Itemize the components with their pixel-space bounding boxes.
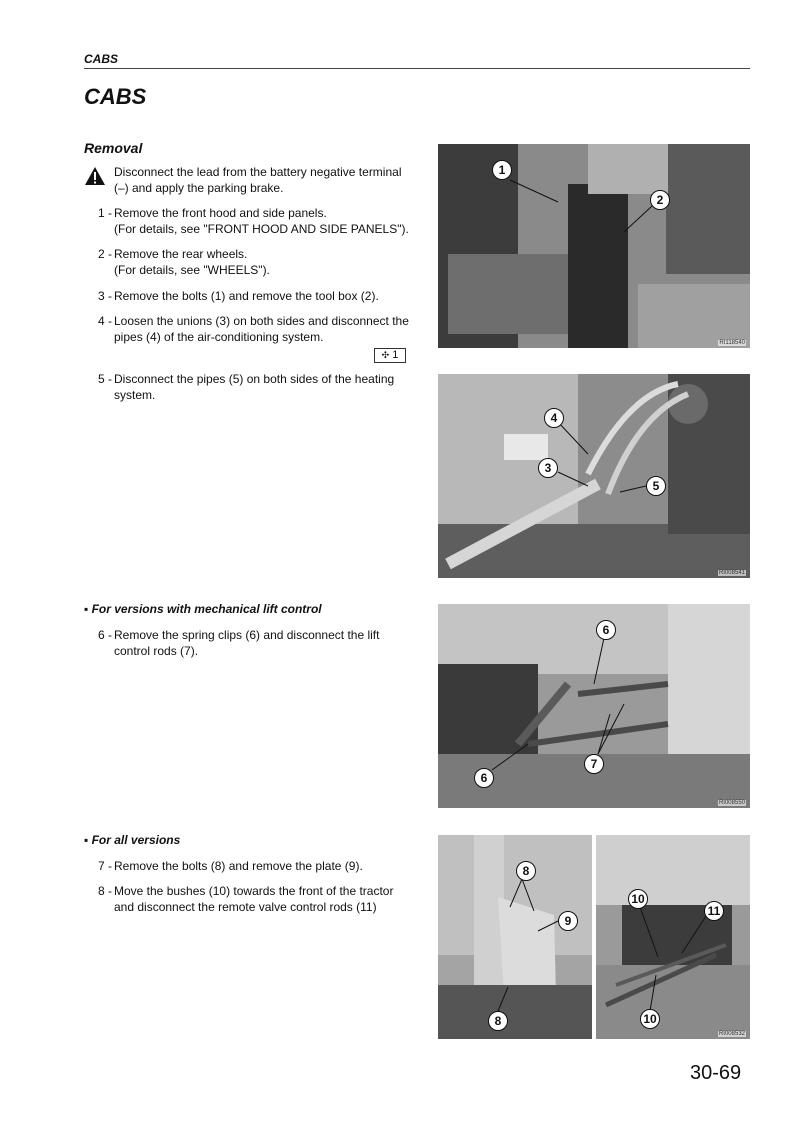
step-subtext: (For details, see "FRONT HOOD AND SIDE PANELS").: [114, 222, 409, 236]
running-head: CABS: [84, 52, 119, 66]
step-text: Remove the front hood and side panels.: [114, 206, 327, 220]
photo-plate-removal: [438, 835, 592, 1039]
callout-6: 6: [474, 768, 494, 788]
callout-3: 3: [538, 458, 558, 478]
callout-10: 10: [628, 889, 648, 909]
step-number: 3 -: [97, 289, 112, 303]
cross-reference-icon: ✣: [381, 350, 390, 360]
photo-illustration: [596, 835, 750, 1039]
step-number: 5 -: [97, 372, 112, 386]
condition-text: For versions with mechanical lift control: [91, 602, 322, 616]
step-text: Remove the bolts (1) and remove the tool box (2).: [114, 289, 379, 303]
photo-illustration: [438, 835, 592, 1039]
callout-1: 1: [492, 160, 512, 180]
step-text: Remove the spring clips (6) and disconnect the lift control rods (7).: [114, 628, 380, 658]
step-number: 6 -: [97, 628, 112, 642]
photo-code: RI118540: [719, 340, 745, 346]
callout-6: 6: [596, 620, 616, 640]
callout-8: 8: [516, 861, 536, 881]
page-number: 30-69: [690, 1062, 742, 1084]
callout-11: 11: [704, 901, 724, 921]
warning-text: Disconnect the lead from the battery negative terminal (–) and apply the parking brake.: [114, 165, 402, 195]
photo-toolbox-removal: [438, 144, 750, 348]
callout-9: 9: [558, 911, 578, 931]
callout-8: 8: [488, 1011, 508, 1031]
page-title: CABS: [84, 84, 147, 109]
step-number: 8 -: [97, 884, 112, 898]
photo-lift-control-rods: [438, 604, 750, 808]
step-number: 2 -: [97, 247, 112, 261]
header-rule: [84, 68, 750, 69]
condition-text: For all versions: [91, 833, 181, 847]
photo-pipe-unions: [438, 374, 750, 578]
step-text: Move the bushes (10) towards the front of the tractor and disconnect the remote valve control rods (11): [114, 884, 394, 914]
section-title-removal: Removal: [84, 140, 143, 156]
callout-4: 4: [544, 408, 564, 428]
cross-reference-box: [374, 348, 406, 363]
step-number: 1 -: [97, 206, 112, 220]
callout-7: 7: [584, 754, 604, 774]
step-text: Loosen the unions (3) on both sides and disconnect the pipes (4) of the air-conditioning system.: [114, 314, 409, 344]
callout-10: 10: [640, 1009, 660, 1029]
photo-code: RI008532: [718, 1031, 745, 1037]
step-number: 4 -: [97, 314, 112, 328]
step-text: Remove the bolts (8) and remove the plate (9).: [114, 859, 363, 873]
callout-5: 5: [646, 476, 666, 496]
condition-all-versions: [84, 833, 180, 847]
condition-mechanical-lift: [84, 602, 322, 616]
step-text: Disconnect the pipes (5) on both sides of the heating system.: [114, 372, 395, 402]
bullet: ▪: [84, 602, 92, 616]
photo-code: RI008541: [718, 570, 745, 576]
photo-remote-valve-rods: [596, 835, 750, 1039]
warning-triangle-icon: [84, 166, 106, 186]
step-text: Remove the rear wheels.: [114, 247, 248, 261]
photo-illustration: [438, 374, 750, 578]
bullet: ▪: [84, 833, 92, 847]
step-subtext: (For details, see "WHEELS").: [114, 263, 270, 277]
callout-2: 2: [650, 190, 670, 210]
cross-reference-number: 1: [392, 349, 399, 361]
step-number: 7 -: [97, 859, 112, 873]
photo-code: RI008550: [718, 800, 745, 806]
photo-illustration: [438, 144, 750, 348]
